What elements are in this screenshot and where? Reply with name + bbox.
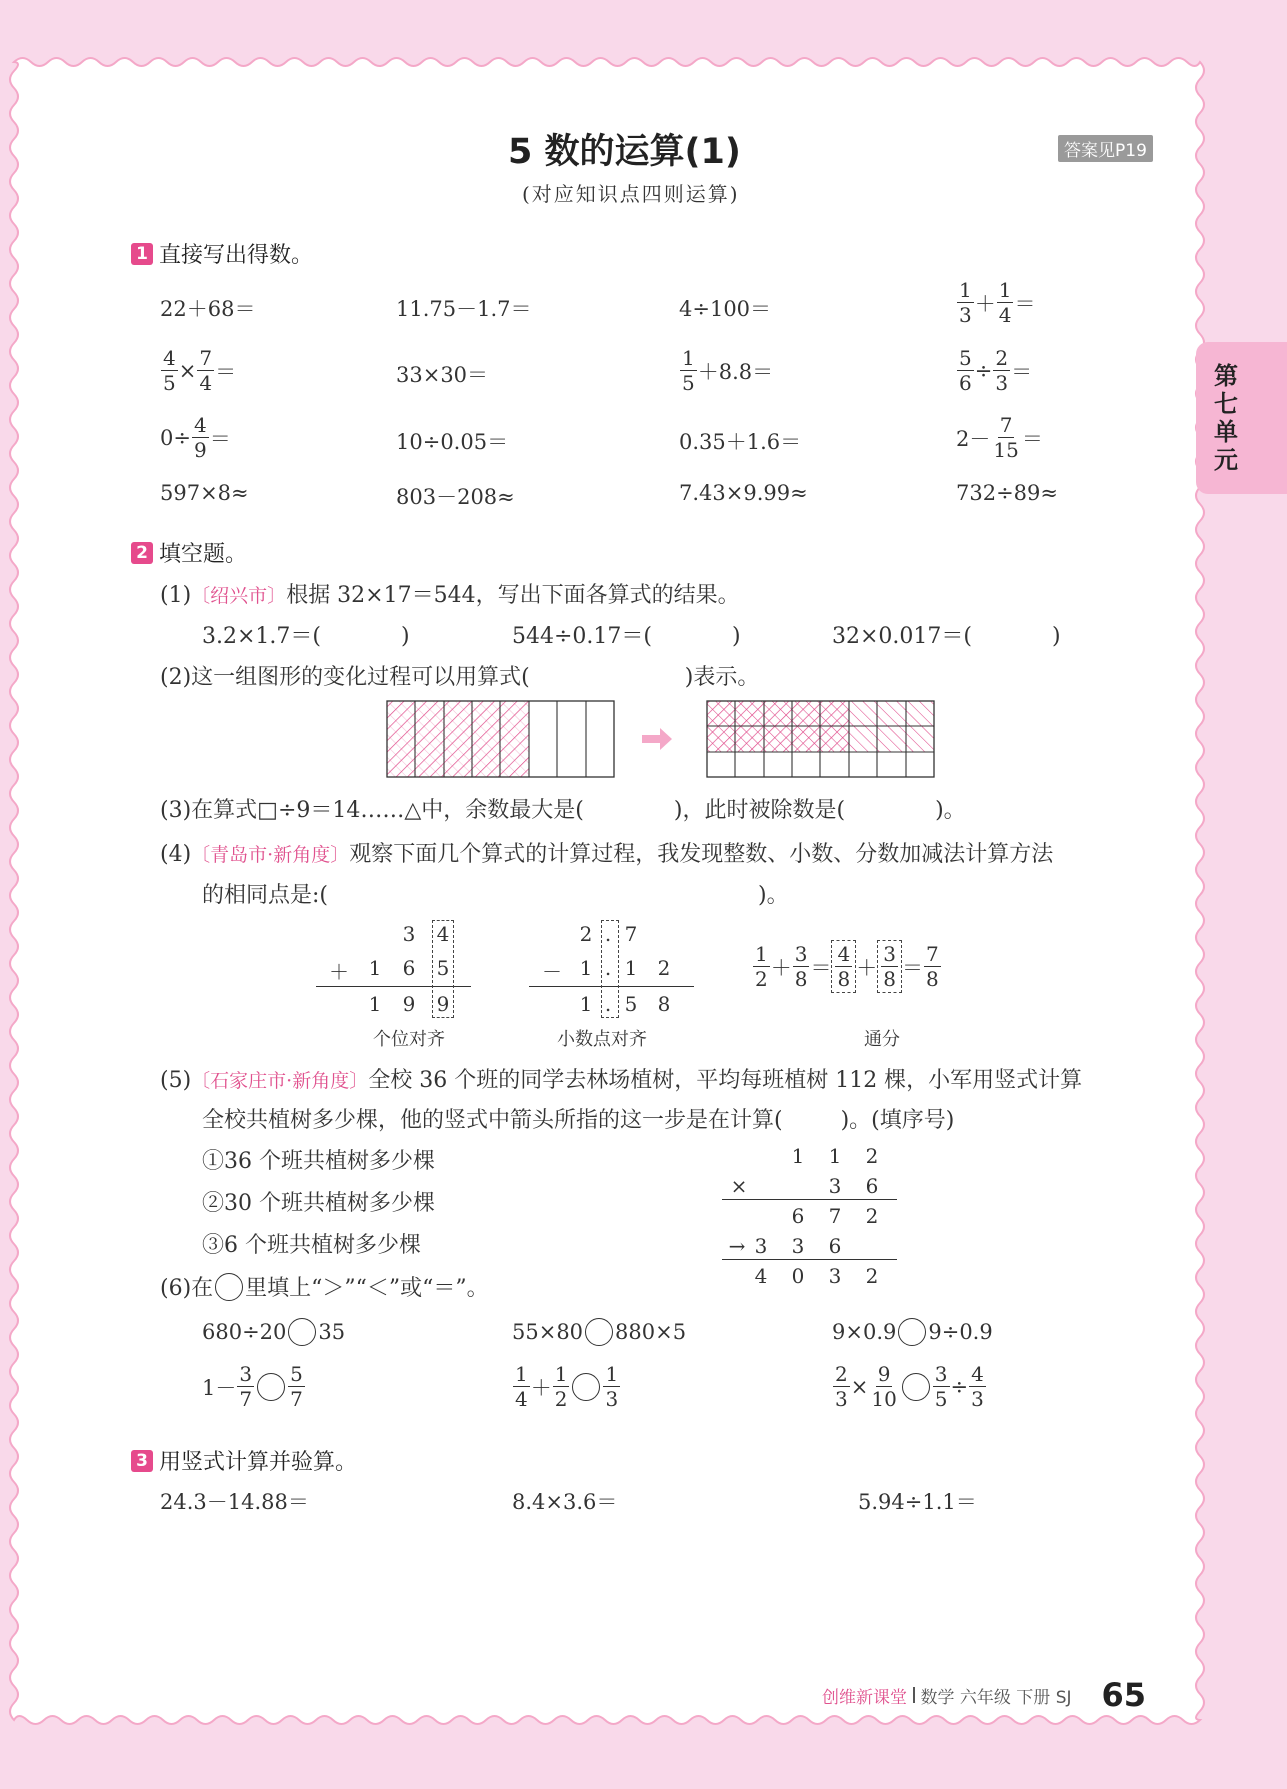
s1-item-9: 0÷ $\frac{4}{9}$ ＝ xyxy=(160,413,231,462)
page-title: 5 数的运算(1) xyxy=(508,132,741,172)
q5-option-3: ③6 个班共植树多少棵 xyxy=(202,1233,421,1258)
section3-number: 3 xyxy=(131,1450,153,1472)
section2-title: 填空题。 xyxy=(159,542,248,567)
fraction: $\frac{2}{3}$ xyxy=(995,346,1009,395)
fraction: $\frac{7}{15}$ xyxy=(993,413,1019,462)
s1-item-2: 11.75－1.7＝ xyxy=(396,297,532,321)
s1-item-10: 10÷0.05＝ xyxy=(396,430,509,454)
section1-title: 直接写出得数。 xyxy=(159,243,314,268)
label-common-denominator: 通分 xyxy=(864,1029,900,1050)
footer xyxy=(822,1676,1146,1714)
right-grid xyxy=(707,701,934,777)
label-ones-aligned: 个位对齐 xyxy=(373,1029,445,1050)
s1-item-14: 803－208≈ xyxy=(396,485,515,509)
q1-prompt: (1)〔绍兴市〕根据 32×17＝544，写出下面各算式的结果。 xyxy=(160,583,740,608)
region-tag: 〔石家庄市·新角度〕 xyxy=(191,1070,369,1092)
vertical-addition: 3 4 ＋ 1 6 5 1 9 9 xyxy=(316,918,476,1018)
fraction: $\frac{5}{6}$ xyxy=(959,346,972,395)
q6-compare-6: $\frac{2}{3}$ × $\frac{9}{10}$ $\frac{3}{5}$ ÷ $\frac{4}{3}$ xyxy=(835,1362,984,1411)
q4-prompt-line2: 的相同点是:( )。 xyxy=(202,883,789,908)
s1-item-8: $\frac{5}{6}$ ÷ $\frac{2}{3}$ ＝ xyxy=(959,346,1033,395)
q1-blank-3: 32×0.017＝( ) xyxy=(832,624,1061,649)
s3-item-3: 5.94÷1.1＝ xyxy=(858,1490,977,1514)
s3-item-1: 24.3－14.88＝ xyxy=(160,1490,309,1514)
compare-circle[interactable] xyxy=(585,1318,613,1346)
section2-heading xyxy=(131,537,247,568)
fraction: $\frac{4}{5}$ xyxy=(163,346,176,395)
q5-option-2: ②30 个班共植树多少棵 xyxy=(202,1191,435,1216)
page-subtitle: (对应知识点四则运算) xyxy=(522,182,740,206)
q5-option-1: ①36 个班共植树多少棵 xyxy=(202,1149,435,1174)
s3-item-2: 8.4×3.6＝ xyxy=(512,1490,618,1514)
s1-item-12: 2－ $\frac{7}{15}$ ＝ xyxy=(956,413,1043,462)
compare-circle[interactable] xyxy=(257,1373,285,1401)
s1-item-11: 0.35＋1.6＝ xyxy=(679,430,802,454)
s1-item-13: 597×8≈ xyxy=(160,481,249,505)
fraction: $\frac{1}{3}$ xyxy=(959,278,972,327)
q6-compare-3: 9×0.9 9÷0.9 xyxy=(832,1320,993,1344)
q6-prompt: (6)在 里填上“＞”“＜”或“＝”。 xyxy=(160,1271,489,1302)
fraction: $\frac{4}{9}$ xyxy=(193,413,207,462)
answer-reference-badge: 答案见P19 xyxy=(1058,135,1153,162)
arrow-right-icon: → xyxy=(728,1234,746,1258)
s1-item-15: 7.43×9.99≈ xyxy=(679,481,808,505)
fraction-addition-example: $\frac{1}{2}$ ＋ $\frac{3}{8}$ ＝ $\frac{4}{8}$ ＋ $\frac{3}{8}$ ＝ $\frac{7}{8}$ xyxy=(755,942,939,991)
section2-number: 2 xyxy=(131,542,153,564)
footer-brand: 创维新课堂 xyxy=(822,1687,907,1708)
section1-number: 1 xyxy=(131,243,153,265)
section3-heading xyxy=(131,1445,357,1476)
q6-compare-5: $\frac{1}{4}$ ＋ $\frac{1}{2}$ $\frac{1}{3}$ xyxy=(515,1362,619,1411)
circle-blank-icon xyxy=(215,1273,243,1301)
label-decimal-point-aligned: 小数点对齐 xyxy=(557,1029,647,1050)
q2-prompt: (2)这一组图形的变化过程可以用算式( )表示。 xyxy=(160,665,760,690)
vertical-subtraction: 2 . 7 － 1 . 1 2 1 . 5 8 xyxy=(529,918,699,1018)
fraction: $\frac{1}{4}$ xyxy=(998,278,1012,327)
compare-circle[interactable] xyxy=(902,1373,930,1401)
s1-item-16: 732÷89≈ xyxy=(956,481,1058,505)
q1-blank-2: 544÷0.17＝( ) xyxy=(512,624,741,649)
q6-compare-1: 680÷20 35 xyxy=(202,1320,346,1344)
unit-side-tab: 第七单元 xyxy=(1196,342,1287,494)
fraction: $\frac{7}{4}$ xyxy=(199,346,213,395)
footer-info: 数学 六年级 下册 SJ xyxy=(920,1687,1072,1708)
vertical-multiplication: 1 1 2 × 3 6 6 7 2 → 3 3 6 4 0 3 2 xyxy=(722,1140,902,1290)
s1-item-4: $\frac{1}{3}$ ＋ $\frac{1}{4}$ ＝ xyxy=(959,278,1036,327)
left-grid xyxy=(387,701,614,777)
s1-item-7: $\frac{1}{5}$ ＋8.8＝ xyxy=(682,346,774,395)
region-tag: 〔青岛市·新角度〕 xyxy=(191,844,350,866)
s1-item-6: 33×30＝ xyxy=(396,363,489,387)
q5-prompt-line2: 全校共植树多少棵，他的竖式中箭头所指的这一步是在计算( )。(填序号) xyxy=(202,1108,955,1133)
q6-compare-2: 55×80 880×5 xyxy=(512,1320,687,1344)
section3-title: 用竖式计算并验算。 xyxy=(159,1450,358,1475)
fraction-grid-diagram xyxy=(384,698,936,780)
region-tag: 〔绍兴市〕 xyxy=(191,585,287,607)
page-number: 65 xyxy=(1101,1676,1147,1714)
arrow-right-icon xyxy=(642,728,672,750)
fraction: $\frac{1}{5}$ xyxy=(682,346,695,395)
q5-prompt: (5)〔石家庄市·新角度〕全校 36 个班的同学去林场植树，平均每班植树 112 棵，小军用竖式计算 xyxy=(160,1068,1083,1093)
compare-circle[interactable] xyxy=(572,1373,600,1401)
s1-item-5: $\frac{4}{5}$ × $\frac{7}{4}$ ＝ xyxy=(163,346,237,395)
s1-item-3: 4÷100＝ xyxy=(679,297,772,321)
compare-circle[interactable] xyxy=(288,1318,316,1346)
q6-compare-4: 1－ $\frac{3}{7}$ $\frac{5}{7}$ xyxy=(202,1362,303,1411)
q4-prompt: (4)〔青岛市·新角度〕观察下面几个算式的计算过程，我发现整数、小数、分数加减法计算方法 xyxy=(160,842,1054,867)
section1-heading xyxy=(131,238,313,269)
s1-item-1: 22＋68＝ xyxy=(160,297,256,321)
compare-circle[interactable] xyxy=(898,1318,926,1346)
q1-blank-1: 3.2×1.7＝( ) xyxy=(202,624,410,649)
q3-prompt: (3)在算式□÷9＝14……△中，余数最大是( )，此时被除数是( )。 xyxy=(160,798,966,823)
